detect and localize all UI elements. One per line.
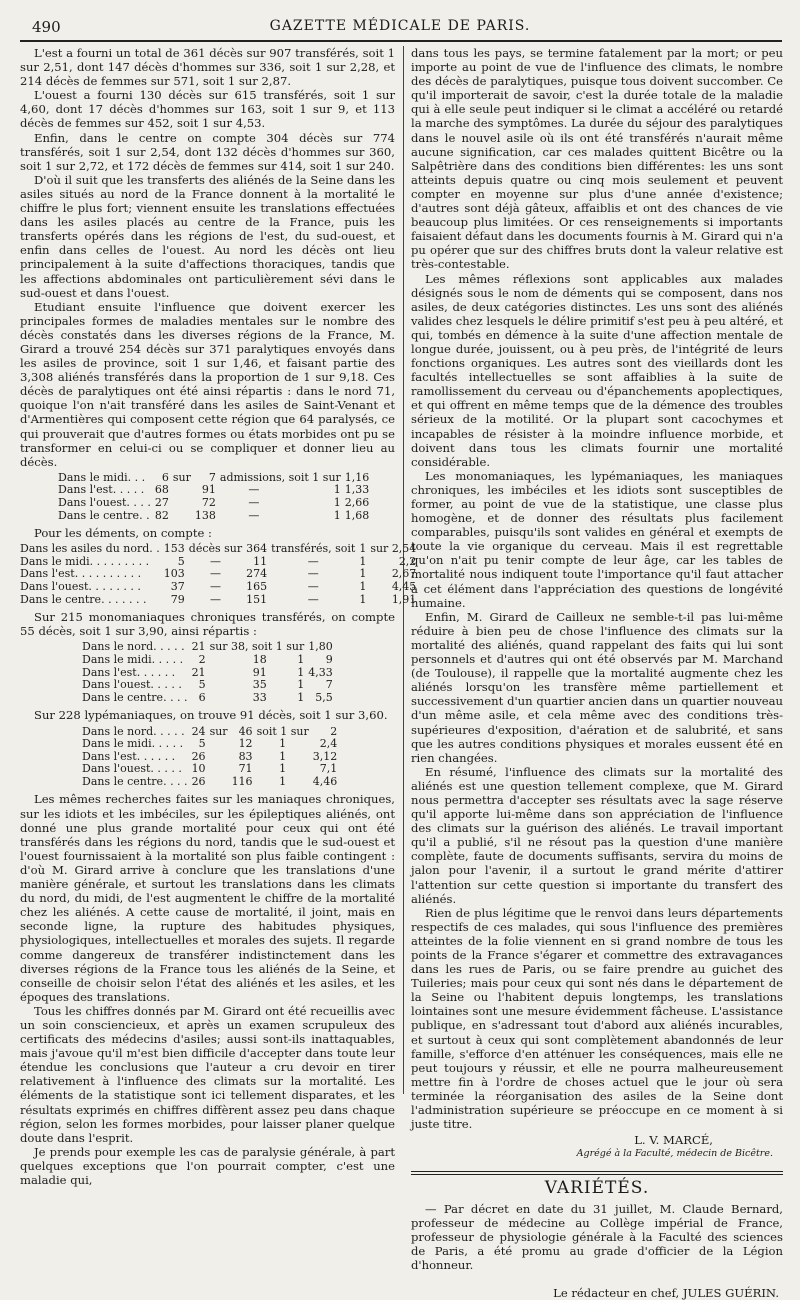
table-cell: Dans le midi. . . . . — [82, 653, 184, 667]
table-cell: 364 — [246, 542, 268, 556]
table-cell: 72 — [201, 496, 216, 509]
table-cell: — — [307, 567, 319, 581]
table-cell: 12 — [238, 737, 253, 751]
editor-line: Le rédacteur en chef, JULES GUÉRIN. — [553, 1285, 779, 1300]
table-paralytiques — [58, 472, 373, 522]
table-cell: 9 — [325, 653, 333, 667]
table-cell — [210, 763, 232, 776]
table-cell: 116 — [231, 774, 253, 788]
table-cell: 3,12 — [312, 749, 338, 763]
paragraph-ouest: L'ouest a fourni 130 décès sur 615 transférés, soit 1 sur 4,60, dont 17 décès d'hommes sur 163, soit 1 sur 9, et 113 décès de femmes sur 452, soit 1 sur 4,53. — [20, 88, 395, 131]
paragraph-est: L'est a fourni un total de 361 décès sur 907 transférés, soit 1 sur 2,51, dont 147 décès d'hommes sur 336, soit 1 sur 2,28, et 214 décès de femmes sur 571, soit 1 sur 2,87. — [20, 46, 395, 89]
table-cell: Dans l'est. . . . . . . . . . — [20, 567, 142, 581]
table-cell: 35 — [252, 678, 267, 692]
table-cell: 18 — [252, 653, 267, 667]
table-cell — [173, 510, 195, 523]
table-row — [82, 776, 341, 789]
table-cell: 1 — [359, 592, 367, 606]
table-cell: 165 — [246, 580, 268, 594]
table-row — [20, 594, 420, 607]
table-cell: — — [209, 567, 221, 581]
paragraph-renvoi: Rien de plus légitime que le renvoi dans leurs départements respectifs de ces malades, qui sous l'influence des premières atteintes de la folie viennent en si grand nombre de tous les points de la France s'égarer et commettre des extravagances dans les rues de Paris, ou se faire prendre au guichet des Tuileries; mais pour ceux qui sont nés dans le département de la Seine ou l'habitent depuis longtemps, les translations lointaines sont une mesure évidemment fâcheuse. L'assistance publique, en s'adressant tout d'abord aux aliénés incurables, et surtout à ceux qui sont complètement abandonnés de leur famille, s'efforce d'en atténuer les conséquences, mais elle ne peut toujours y réussir, et elle ne pourra malheureusement mettre fin à l'ordre de choses actuel que le jour où sera terminée la réorganisation des asiles de la Seine dont l'administration supérieure se préoccupe en ce moment à si juste titre. — [411, 905, 783, 1132]
table-cell: 1,16 — [344, 470, 370, 484]
table-cell: Dans l'ouest. . . . — [58, 496, 151, 509]
header-rule — [20, 40, 782, 42]
table-dements — [20, 543, 420, 606]
paragraph-critique: Tous les chiffres donnés par M. Girard ont été recueillis avec un soin consciencieux, et après un examen scrupuleux des certificats des médecins d'asiles; aussi sont-ils inattaquables, mais j'avoue qu'il m'est bien difficile d'accepter dans toute leur étendue les conclusions que l'auteur a cru devoir en tirer relativement à l'influence des climats sur la mortalité. Les éléments de la statistique sont ici tellement disparates, et les résultats exprimés en chiffres diffèrent assez peu dans chaque région, selon les formes morbides, pour laisser planer quelque doute dans l'esprit. — [20, 1003, 395, 1145]
table-cell: 1 — [297, 653, 305, 667]
table-cell: Dans le nord. . . . . — [82, 724, 185, 738]
table-cell: Dans le midi. . . . . . . . . — [20, 554, 150, 568]
paragraph-maniaques: Les mêmes recherches faites sur les maniaques chroniques, sur les idiots et les imbéciles, sur les épileptiques aliénés, ont donné une plus grande mortalité pour ceux qui ont été transférés dans les régions du nord, tandis que le sud-ouest et l'ouest fournissaient à la mortalité son plus faible contingent : d'où M. Girard arrive à conclure que les translations d'une manière générale, et surtout les translations dans les climats du nord, du midi, de l'est augmentent le chiffre de la mortalité chez les aliénés. A cette cause de mortalité, il joint, mais en seconde ligne, la rupture des habitudes physiques, physiologiques, intellectuelles et morales des sujets. Il regarde comme dangereux de transférer indistinctement dans les diverses régions de la France tous les aliénés de la Seine, et conseille de choisir selon l'état des aliénés et les asiles, et les époques des translations. — [20, 792, 395, 1004]
table-lypemaniaques — [82, 726, 341, 789]
table-cell: Dans le nord. . . . . — [82, 640, 185, 654]
table-cell: 1 — [279, 737, 287, 751]
table-cell: 91 — [252, 665, 267, 679]
table-cell: — — [209, 592, 221, 606]
table-cell: 2,4 — [319, 737, 338, 751]
table-cell: Dans l'est. . . . . . — [82, 749, 176, 763]
table-cell: 103 — [163, 567, 185, 581]
right-column — [411, 46, 783, 1300]
table-cell: 1 — [359, 580, 367, 594]
table-row — [58, 510, 373, 523]
table-cell: 4,33 — [308, 665, 333, 679]
table-cell: Dans l'est. . . . . — [58, 483, 145, 497]
table-cell: transférés, soit — [271, 542, 356, 556]
table-cell: Dans le midi. . . — [58, 470, 146, 484]
table-cell: — — [248, 496, 260, 509]
table-cell: 71 — [238, 762, 253, 776]
paragraph-varietes: — Par décret en date du 31 juillet, M. Claude Bernard, professeur de médecine au Collège impérial de France, professeur de physiologie générale à la Faculté des sciences de Paris, a été promu au grade d'officier de la Légion d'honneur. — [411, 1201, 783, 1272]
table-row — [20, 543, 420, 556]
table-cell: — — [209, 580, 221, 594]
table-cell — [173, 484, 195, 497]
table-cell: 2 — [330, 724, 338, 738]
table-cell: 1 — [359, 567, 367, 581]
table-cell: 1 — [333, 508, 341, 522]
table-cell: — — [248, 483, 260, 497]
signature-name: L. V. MARCÉ, — [634, 1133, 713, 1148]
table-cell: sur — [172, 470, 191, 484]
table-cell: 274 — [246, 567, 268, 581]
table-cell: 82 — [154, 508, 169, 522]
table-cell: 33 — [252, 690, 267, 704]
gazette-title: GAZETTE MÉDICALE DE PARIS. — [269, 18, 531, 34]
paragraph-centre: Enfin, dans le centre on compte 304 décès sur 774 transférés, soit 1 sur 2,54, dont 132 décès d'hommes sur 360, soit 1 sur 2,72, et 172 décès de femmes sur 414, soit 1 sur 240. — [20, 130, 395, 173]
signature-title: Agrégé à la Faculté, médecin de Bicêtre. — [576, 1148, 773, 1160]
table-cell: Dans le centre. . . . — [82, 690, 188, 704]
table-cell: 91 — [201, 483, 216, 497]
table-cell: 2,66 — [344, 496, 370, 509]
table-cell: 1 — [359, 542, 367, 556]
table-cell: 1,33 — [344, 483, 370, 497]
table-row — [82, 654, 337, 667]
paragraph-dements: Pour les déments, on compte : — [34, 526, 212, 541]
table-cell — [173, 497, 195, 510]
table-cell: Dans le centre. . — [58, 508, 150, 522]
table-cell: 10 — [191, 762, 206, 776]
table-cell: 1 — [297, 690, 305, 704]
table-cell: soit 1 sur — [256, 724, 309, 738]
table-cell: 1,68 — [344, 508, 370, 522]
table-cell: admissions, soit 1 sur — [219, 470, 341, 484]
table-cell: 83 — [238, 749, 253, 763]
table-cell: — — [209, 554, 221, 568]
table-cell: 26 — [191, 749, 206, 763]
table-cell: 1 — [297, 678, 305, 692]
paragraph-girard-cailleux: Enfin, M. Girard de Cailleux ne semble-t-il pas lui-même réduire à bien peu de chose l'influence des climats sur la mortalité des aliénés, quand rappelant des faits qui lui sont personnels et d'autres qui ont été observés par M. Marchand (de Toulouse), il rappelle que la mortalité augmente chez les aliénés lorsqu'on les transfère même partiellement et successivement d'un quartier ancien dans un quartier nouveau d'un même asile, et cela même avec des conditions très-supérieures d'exposition, d'aération et de salubrité, et sans que les autres conditions physiques et morales eussent été en rien changées. — [411, 609, 783, 765]
table-cell: 1 — [279, 749, 287, 763]
table-cell: 6 — [198, 690, 206, 704]
table-cell: 153 — [163, 542, 185, 556]
paragraph-conclusion-regions: D'où il suit que les transferts des aliénés de la Seine dans les asiles situés au nord de la France donnent à la mortalité le chiffre le plus fort; viennent ensuite les translations effectuées dans les asiles placés au centre de la France, puis les transferts opérés dans les régions de l'est, du sud-ouest, et enfin dans celles de l'ouest. Au nord les décès ont lieu principalement à la suite d'affections thoraciques, tandis que les affections abdominales ont particulièrement sévi dans le sud-ouest et dans l'ouest. — [20, 172, 395, 300]
table-cell — [210, 738, 232, 751]
table-cell: — — [307, 580, 319, 594]
table-cell: 1 — [279, 762, 287, 776]
section-rule — [411, 1171, 783, 1175]
table-cell: 1 — [297, 665, 305, 679]
table-cell: Dans les asiles du nord. . — [20, 542, 160, 556]
table-cell: 151 — [246, 592, 268, 606]
table-cell: 2,67 — [391, 567, 417, 581]
left-column — [20, 46, 417, 1187]
table-cell: Dans l'est. . . . . . — [82, 665, 176, 679]
table-cell: 68 — [154, 483, 169, 497]
table-cell: 4,46 — [312, 774, 338, 788]
paragraph-lypemaniaques: Sur 228 lypémaniaques, on trouve 91 décès, soit 1 sur 3,60. — [34, 708, 388, 723]
table-cell: 1 — [359, 554, 367, 568]
table-row — [58, 497, 373, 510]
paragraph-resume: En résumé, l'influence des climats sur la mortalité des aliénés est une question tellement complexe, que M. Girard nous permettra d'accepter ses résultats avec la sage réserve qu'il apporte lui-même dans son appréciation de l'influence des climats sur la guérison des aliénés. Le travail important qu'il a publié, s'il ne résout pas la question d'une manière complète, faute de documents suffisants, servira du moins de jalon pour l'avenir, il a surtout le grand mérite d'attirer l'attention sur cette question si importante du transfert des aliénés. — [411, 764, 783, 906]
table-cell: 7 — [208, 470, 216, 484]
table-cell: 138 — [194, 508, 216, 522]
table-cell: Dans le centre. . . . . . . — [20, 592, 147, 606]
table-cell: — — [248, 508, 260, 522]
table-row — [82, 679, 337, 692]
table-cell — [210, 751, 232, 764]
table-cell: 2,2 — [398, 554, 417, 568]
table-cell: 11 — [253, 554, 268, 568]
table-cell: — — [307, 554, 319, 568]
table-cell: 5 — [198, 678, 206, 692]
table-cell: 24 — [191, 724, 206, 738]
table-cell: Dans l'ouest. . . . . — [82, 762, 182, 776]
table-cell: 5,5 — [315, 690, 333, 704]
table-cell: 46 — [238, 724, 253, 738]
table-cell: 7 — [325, 678, 333, 692]
paragraph-continuation: dans tous les pays, se termine fatalement par la mort; or peu importe au point de vue de l'influence des climats, le nombre des décès de paralytiques, puisque tous doivent succomber. Ce qu'il importerait de savoir, c'est la durée totale de la maladie qui à elle seule peut indiquer si le climat a accéléré ou retardé la marche des symptômes. La durée du séjour des paralytiques dans le nouvel asile où ils ont été transférés n'aurait même aucune signification, car ces malades quittent Bicêtre ou la Salpêtrière dans des conditions bien différentes: les uns sont atteints depuis quatre ou cinq mois seulement et peuvent compter en moyenne sur plus d'une année d'existence; d'autres sont déjà gâteux, affaiblis et ont des chances de vie beaucoup plus limitées. Or ces renseignements si importants faisaient défaut dans les documents fournis à M. Girard qui n'a pu opérer que sur des chiffres bruts dont la valeur relative est très-contestable. — [411, 46, 783, 272]
table-cell: 1 — [279, 774, 287, 788]
table-cell: Dans le midi. . . . . — [82, 737, 184, 751]
paragraph-dements-reflexions: Les mêmes réflexions sont applicables aux malades désignés sous le nom de déments qui se composent, dans nos asiles, de deux catégories distinctes. Les uns sont des aliénés valides chez lesquels le délire primitif s'est peu à peu altéré, et qui, tombés en démence à la suite d'une affection mentale de longue durée, jouissent, ou à peu près, de l'intégrité de leurs fonctions organiques. Les autres sont des vieillards dont les facultés intellectuelles se sont affaiblies à la suite de ramollissement du cerveau ou d'épanchements apoplectiques, et qui offrent en même temps que de la démence des troubles sérieux de la motilité. Or la plupart sont cacochymes et incapables de résister à la moindre influence morbide, et doivent dans tous les climats fournir une mortalité considérable. — [411, 271, 783, 469]
table-cell: 79 — [170, 592, 185, 606]
table-cell: Dans le centre. . . . — [82, 774, 188, 788]
table-cell: 5 — [177, 554, 185, 568]
table-row — [82, 763, 341, 776]
table-cell: 1 — [333, 496, 341, 509]
table-cell: Dans l'ouest. . . . . . . . — [20, 580, 141, 594]
table-cell: sur 38, soit 1 sur — [209, 640, 305, 654]
table-cell — [210, 776, 232, 789]
table-cell: 2 — [198, 653, 206, 667]
table-cell: 1,80 — [308, 640, 333, 654]
table-cell: 4,45 — [391, 580, 417, 594]
table-cell: 6 — [161, 470, 169, 484]
table-row — [82, 692, 337, 705]
table-cell: 27 — [154, 496, 169, 509]
table-cell: 21 — [191, 640, 206, 654]
table-monomaniaques — [82, 641, 337, 704]
table-cell: sur — [209, 724, 228, 738]
paragraph-paralysie: Je prends pour exemple les cas de paralysie générale, à part quelques exceptions que l'on pourrait compter, c'est une maladie qui, — [20, 1144, 395, 1187]
paragraph-monomaniaques: Sur 215 monomaniaques chroniques transférés, on compte 55 décès, soit 1 sur 3,90, ainsi répartis : — [20, 610, 395, 639]
table-cell: 21 — [191, 665, 206, 679]
paragraph-paralytiques: Etudiant ensuite l'influence que doivent exercer les principales formes de maladies mentales sur le nombre des décès constatés dans les diverses régions de la France, M. Girard a trouvé 254 décès sur 371 paralytiques envoyés dans les asiles de province, soit 1 sur 1,46, et faisant partie des 3,308 aliénés transférés dans la proportion de 1 sur 9,18. Ces décès de paralytiques ont été ainsi répartis : dans le nord 71, quoique l'on n'ait transféré dans les asiles de Saint-Venant et d'Armentières qui composent cette région que 64 paralysés, ce qui prouverait que d'autres formes ou états morbides ont pu se transformer en celui-ci ou se compliquer et donner lieu au décès. — [20, 299, 395, 469]
table-cell: 5 — [198, 737, 206, 751]
table-cell: décès sur — [188, 542, 243, 556]
table-cell: 37 — [170, 580, 185, 594]
table-cell: 26 — [191, 774, 206, 788]
table-cell: 7,1 — [319, 762, 338, 776]
page-number: 490 — [32, 18, 61, 36]
table-cell: 1,91 — [391, 592, 417, 606]
table-cell: — — [307, 592, 319, 606]
table-row — [20, 581, 420, 594]
paragraph-monomaniaques-classe: Les monomaniaques, les lypémaniaques, les maniaques chroniques, les imbéciles et les idiots sont susceptibles de former, au point de vue de la statistique, une classe plus homogène, et de donner des résultats plus facilement comparables, puisqu'ils sont valides en général et exempts de toute la vie organique du cerveau. Mais il est regrettable qu'on n'ait pu tenir compte de leur âge, car les tables de mortalité nous indiquent toute l'importance qu'il faut attacher à cet élément dans l'appréciation des questions de longévité humaine. — [411, 468, 783, 610]
table-cell: sur 2,54 — [370, 542, 417, 556]
varietes-heading: VARIÉTÉS. — [544, 1178, 650, 1199]
table-row — [82, 738, 341, 751]
table-cell: Dans l'ouest. . . . . — [82, 678, 182, 692]
table-cell: 1 — [333, 483, 341, 497]
